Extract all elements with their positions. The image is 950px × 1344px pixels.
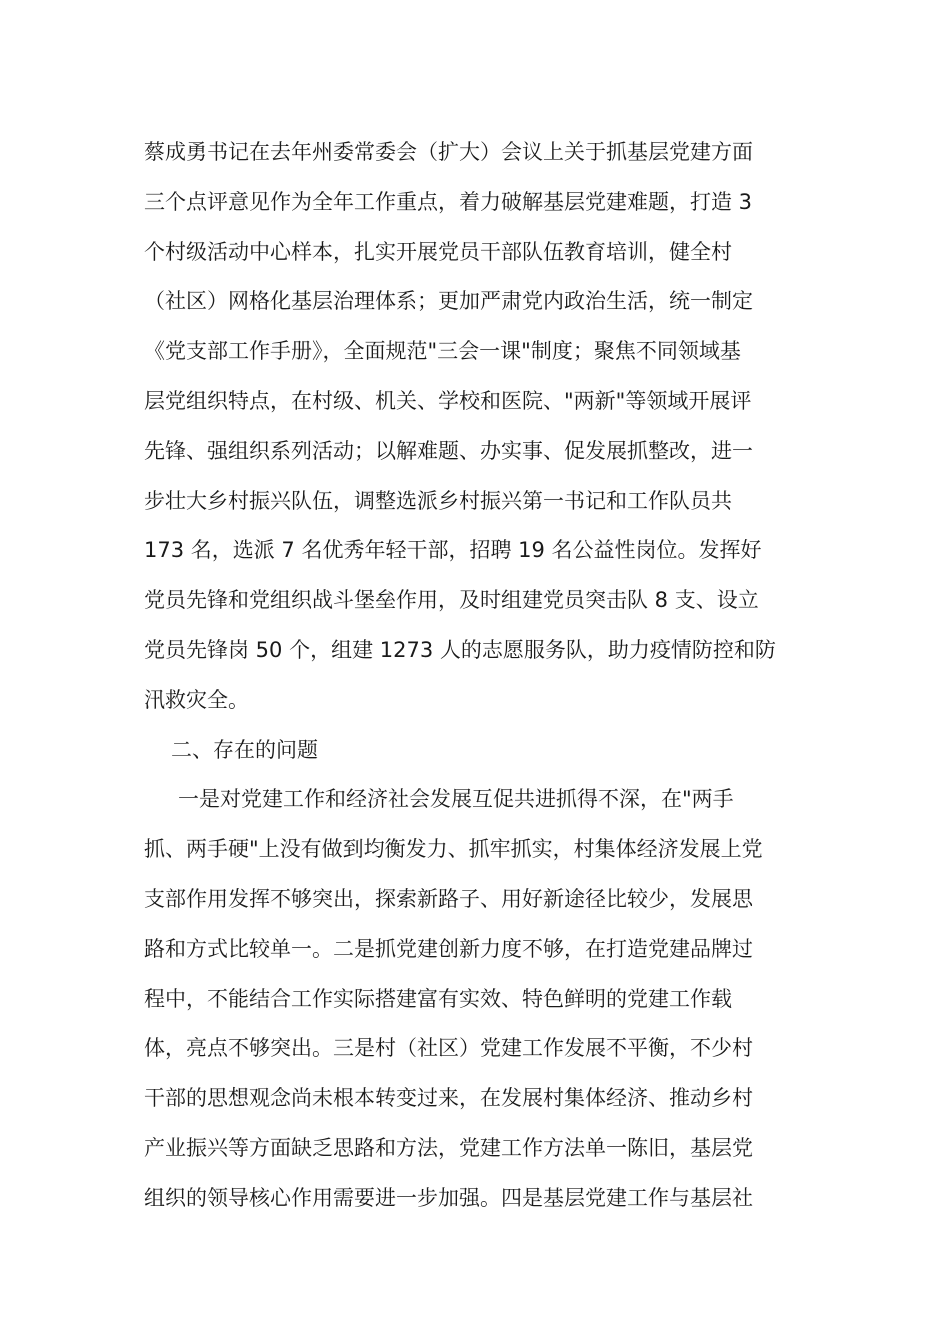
- text-line: 党员先锋岗 50 个，组建 1273 人的志愿服务队，助力疫情防控和防: [144, 637, 776, 662]
- text-line: 支部作用发挥不够突出，探索新路子、用好新途径比较少，发展思: [144, 886, 753, 911]
- text-line: 抓、两手硬"上没有做到均衡发力、抓牢抓实，村集体经济发展上党: [144, 837, 763, 862]
- text-line: 173 名，选派 7 名优秀年轻干部，招聘 19 名公益性岗位。发挥好: [144, 538, 762, 563]
- text-line: 步壮大乡村振兴队伍，调整选派乡村振兴第一书记和工作队员共: [144, 488, 732, 513]
- text-line: （社区）网格化基层治理体系；更加严肃党内政治生活，统一制定: [144, 289, 753, 314]
- text-line: 三个点评意见作为全年工作重点，着力破解基层党建难题，打造 3: [144, 189, 753, 214]
- text-line: 程中，不能结合工作实际搭建富有实效、特色鲜明的党建工作载: [144, 986, 732, 1011]
- text-line: 个村级活动中心样本，扎实开展党员干部队伍教育培训，健全村: [144, 239, 732, 264]
- text-line: 体，亮点不够突出。三是村（社区）党建工作发展不平衡，不少村: [144, 1036, 753, 1061]
- text-line: 干部的思想观念尚未根本转变过来，在发展村集体经济、推动乡村: [144, 1086, 753, 1111]
- text-line: 汛救灾全。: [144, 687, 249, 712]
- text-line: 《党支部工作手册》，全面规范"三会一课"制度；聚焦不同领域基: [144, 339, 741, 364]
- paragraph-first-line: 一是对党建工作和经济社会发展互促共进抓得不深，在"两手: [178, 787, 734, 812]
- text-line: 产业振兴等方面缺乏思路和方法，党建工作方法单一陈旧，基层党: [144, 1135, 753, 1160]
- body-text: [144, 128, 824, 1224]
- text-line: 组织的领导核心作用需要进一步加强。四是基层党建工作与基层社: [144, 1185, 753, 1210]
- text-line: 路和方式比较单一。二是抓党建创新力度不够，在打造党建品牌过: [144, 936, 753, 961]
- section-heading: 二、存在的问题: [171, 737, 318, 762]
- text-line: 党员先锋和党组织战斗堡垒作用，及时组建党员突击队 8 支、设立: [144, 588, 759, 613]
- text-line: 先锋、强组织系列活动；以解难题、办实事、促发展抓整改，进一: [144, 438, 753, 463]
- text-line: 层党组织特点，在村级、机关、学校和医院、"两新"等领域开展评: [144, 388, 752, 413]
- text-line: 蔡成勇书记在去年州委常委会（扩大）会议上关于抓基层党建方面: [144, 140, 753, 164]
